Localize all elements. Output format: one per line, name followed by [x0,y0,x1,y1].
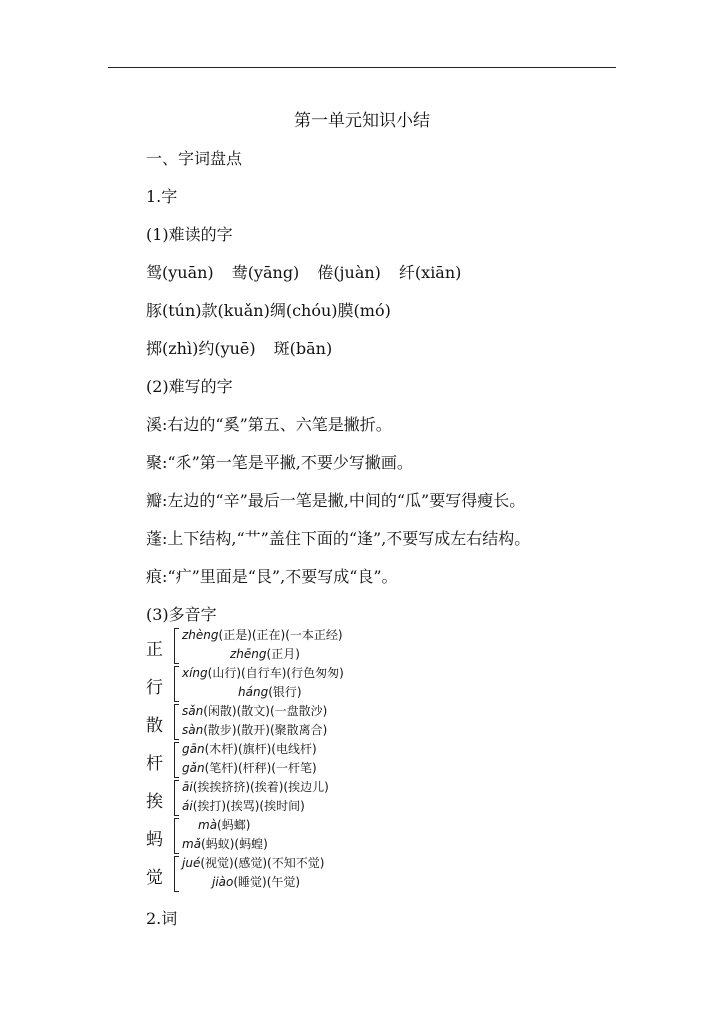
polyphone-heading: (3)多音字 [146,605,217,624]
hard-read-item: 豚(tún)款(kuǎn)绸(chóu)膜(mó) [146,301,391,320]
hard-read-item: 鸳(yuān) [146,263,214,282]
polyphone-char: 行 [146,678,163,698]
brace-icon [174,628,181,664]
hard-write-heading: (2)难写的字 [146,377,233,396]
polyphone-char: 散 [146,716,163,736]
reading-1: zhèng(正是)(正在)(一本正经) [182,628,343,642]
reading-2: jiào(睡觉)(午觉) [212,875,301,889]
reading-2: gǎn(笔杆)(杆秤)(一杆笔) [182,761,317,775]
reading-1: āi(挨挨挤挤)(挨着)(挨边儿) [182,780,329,794]
hard-read-item: 鸯(yāng) [231,263,300,282]
reading-1: gān(木杆)(旗杆)(电线杆) [182,742,317,756]
hard-read-row [146,260,461,283]
reading-1: jué(视觉)(感觉)(不知不觉) [182,856,325,870]
brace-icon [174,780,181,816]
reading-1: xíng(山行)(自行车)(行色匆匆) [182,666,344,680]
brace-icon [174,818,181,854]
hard-write-item: 溪:右边的“奚”第五、六笔是撇折。 [146,415,392,434]
polyphone-char: 挨 [146,792,163,812]
hard-read-row [146,298,391,321]
reading-1: mà(蚂螂) [198,818,251,832]
hard-read-item: 掷(zhì)约(yuē) [146,339,256,358]
subsection-words: 2.词 [146,909,178,928]
polyphone-char: 正 [146,640,163,660]
section-heading: 一、字词盘点 [146,149,243,168]
hard-write-item: 痕:“疒”里面是“艮”,不要写成“良”。 [146,567,398,586]
reading-2: ái(挨打)(挨骂)(挨时间) [182,799,305,813]
reading-2: sàn(散步)(散开)(聚散离合) [182,723,328,737]
hard-read-row [146,336,332,359]
hard-read-item: 倦(juàn) [317,263,381,282]
brace-icon [174,704,181,740]
hard-write-item: 聚:“乑”第一笔是平撇,不要少写撇画。 [146,453,413,472]
hard-read-heading: (1)难读的字 [146,225,233,244]
polyphone-char: 杆 [146,754,163,774]
hard-write-item: 蓬:上下结构,“艹”盖住下面的“逢”,不要写成左右结构。 [146,529,531,548]
brace-icon [174,666,181,702]
reading-2: mǎ(蚂蚁)(蚂蝗) [182,837,268,851]
top-rule [108,67,616,68]
hard-read-item: 纤(xiān) [398,263,462,282]
reading-2: háng(银行) [238,685,302,699]
hard-read-item: 斑(bān) [273,339,333,358]
polyphone-char: 觉 [146,868,163,888]
brace-icon [174,742,181,778]
hard-write-item: 瓣:左边的“辛”最后一笔是撇,中间的“瓜”要写得瘦长。 [146,491,526,510]
subsection-characters: 1.字 [146,187,178,206]
reading-1: sǎn(闲散)(散文)(一盘散沙) [182,704,328,718]
reading-2: zhēng(正月) [230,647,300,661]
page-title: 第一单元知识小结 [294,111,430,131]
polyphone-char: 蚂 [146,830,163,850]
brace-icon [174,856,181,892]
